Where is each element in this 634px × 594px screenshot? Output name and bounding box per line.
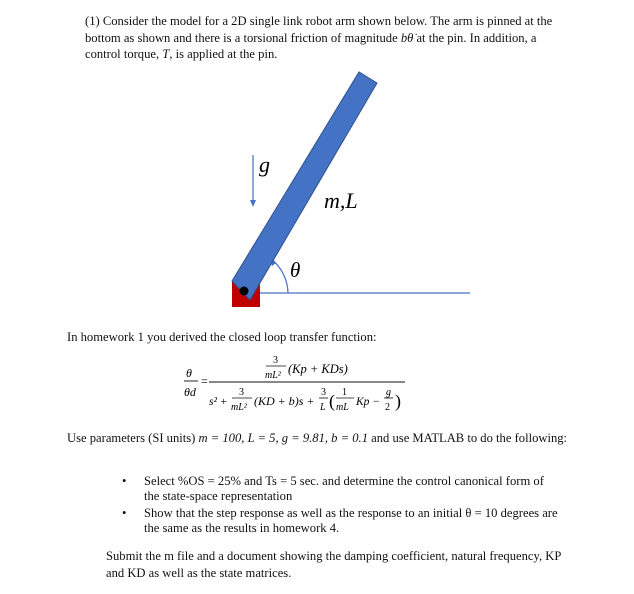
den-inner-numerator: 1 (342, 387, 347, 398)
den-coef2-numerator: 3 (321, 387, 326, 398)
num-coef-denominator: mL² (265, 370, 281, 381)
den-g-denominator: 2 (385, 402, 390, 413)
den-term1: (KD + b)s + (254, 394, 315, 408)
angle-label: θ (290, 258, 301, 282)
lhs-numerator: θ (186, 366, 192, 380)
num-parenthesis: (Kp + KDs) (288, 362, 348, 376)
intro-text: (1) Consider the model for a 2D single link robot arm shown below. The arm is pinned at the bottom as shown and there is a torsional friction of magnitude (85, 14, 553, 45)
intro-text-mid: at the pin. In addition, a control torque, (85, 30, 537, 61)
bullet-icon: • (122, 474, 127, 488)
parameters-paragraph (67, 430, 587, 447)
arm-label: m,L (324, 188, 358, 213)
task-item (122, 474, 562, 504)
submit-instructions: Submit the m file and a document showing the damping coefficient, natural frequency, KP and KD as well as the state matrices. (106, 549, 561, 580)
task-text: Select %OS = 25% and Ts = 5 sec. and determine the control canonical form of the state-space representation (144, 474, 544, 503)
params-text-pre: Use parameters (SI units) (67, 431, 199, 445)
friction-term: bθ̇ (400, 30, 414, 45)
params-values: m = 100, L = 5, g = 9.81, b = 0.1 (198, 431, 369, 445)
den-g-numerator: g (386, 387, 391, 398)
task-item (122, 506, 562, 536)
task-text: Show that the step response as well as the response to an initial θ = 10 degrees are the same as the results in homework 4. (144, 506, 558, 535)
intro-text-end: , is applied at the pin. (169, 47, 278, 61)
lhs-denominator: θd (184, 385, 196, 399)
gravity-label: g (259, 152, 270, 177)
den-s-squared: s² + (209, 396, 228, 408)
num-coef-numerator: 3 (273, 355, 278, 366)
den-kp: Kp − (356, 396, 381, 408)
den-coef-denominator: mL² (231, 402, 247, 413)
den-left-paren: ( (329, 391, 335, 411)
den-right-paren: ) (395, 391, 401, 411)
homework-sentence: In homework 1 you derived the closed loop transfer function: (67, 330, 377, 344)
den-coef-numerator: 3 (239, 387, 244, 398)
den-inner-denominator: mL (336, 402, 349, 413)
params-text-post: and use MATLAB to do the following: (368, 431, 568, 445)
equals-sign: = (201, 374, 208, 388)
bullet-icon: • (122, 506, 127, 520)
task-list (122, 474, 562, 538)
den-coef2-denominator: L (320, 402, 326, 413)
torque-symbol: T (162, 47, 170, 61)
